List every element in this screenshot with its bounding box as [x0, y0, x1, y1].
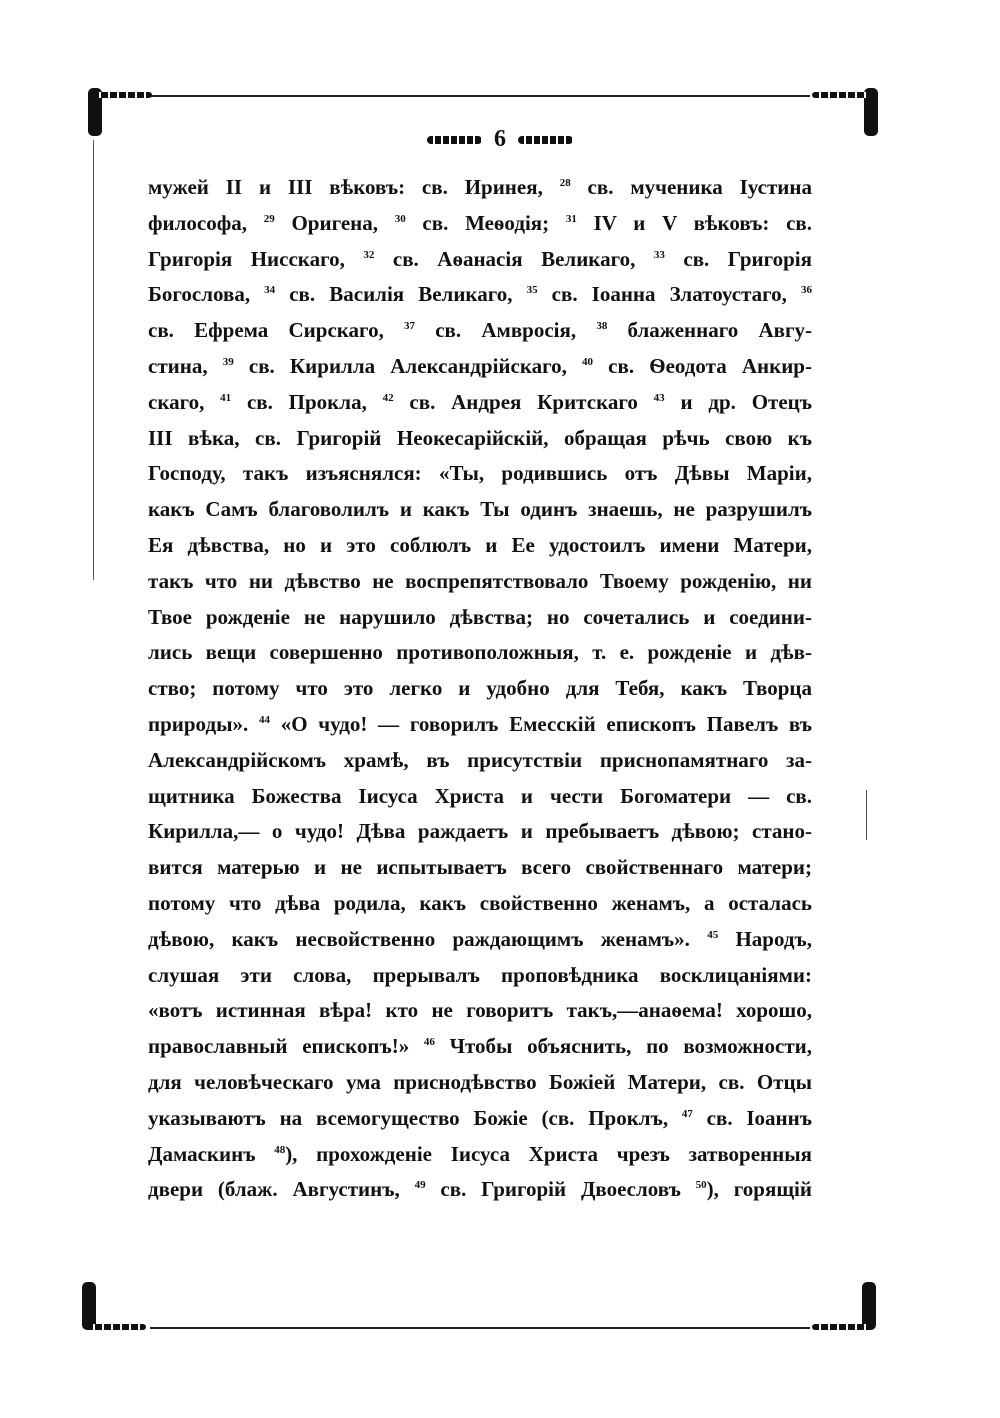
- corner-ornament-top-right-dash: [812, 92, 872, 98]
- text-segment: блаженнаго Авгу-: [607, 318, 812, 343]
- text-segment: св. Меѳодія;: [405, 210, 566, 235]
- header-ornament-left: [427, 136, 482, 144]
- footnote-ref: 40: [582, 355, 594, 368]
- text-segment: св. Ефрема Сирскаго,: [148, 318, 405, 343]
- text-segment: указываютъ на всемогущество Божіе (св. Проклъ,: [148, 1105, 682, 1130]
- text-segment: дѣвою, какъ несвойственно раждающимъ женамъ».: [148, 926, 708, 951]
- text-segment: IV и V вѣковъ: св.: [576, 210, 812, 235]
- text-line: [148, 1142, 812, 1178]
- footnote-ref: 41: [220, 391, 232, 404]
- frame-top-rule: [150, 95, 810, 97]
- text-line: [148, 354, 812, 390]
- text-line: [148, 533, 812, 569]
- footnote-ref: 37: [404, 320, 416, 333]
- text-segment: Ея дѣвства, но и это соблюлъ и Ее удостоилъ имени Матери,: [148, 532, 812, 557]
- text-segment: философа,: [148, 210, 264, 235]
- footnote-ref: 46: [423, 1036, 435, 1049]
- text-segment: св. Григорій Двоесловъ: [425, 1177, 696, 1202]
- text-line: [148, 390, 812, 426]
- text-line: [148, 605, 812, 641]
- text-line: [148, 855, 812, 891]
- text-segment: двери (блаж. Августинъ,: [148, 1177, 415, 1202]
- text-line: [148, 927, 812, 963]
- corner-ornament-bottom-left: [82, 1282, 96, 1330]
- text-segment: Богослова,: [148, 282, 265, 307]
- footnote-ref: 29: [263, 212, 275, 225]
- text-segment: св. Григорія: [664, 246, 812, 271]
- footnote-ref: 35: [526, 284, 538, 297]
- text-segment: православный епископъ!»: [148, 1034, 424, 1059]
- footnote-ref: 38: [596, 320, 608, 333]
- page-number: 6: [494, 126, 506, 152]
- text-segment: Григорія Нисскаго,: [148, 246, 364, 271]
- footnote-ref: 34: [264, 284, 276, 297]
- footnote-ref: 44: [258, 713, 270, 726]
- text-segment: слушая эти слова, прерывалъ проповѣдника восклицаніями:: [148, 962, 812, 987]
- text-segment: Твое рожденіе не нарушило дѣвства; но сочетались и соедини-: [148, 604, 812, 629]
- footnote-ref: 33: [653, 248, 665, 261]
- text-line: [148, 569, 812, 605]
- text-line: [148, 712, 812, 748]
- text-segment: св. мученика Іустина: [570, 175, 812, 199]
- text-line: [148, 784, 812, 820]
- body-text: [148, 175, 812, 1213]
- text-line: [148, 676, 812, 712]
- text-segment: скаго,: [148, 389, 221, 414]
- footnote-ref: 49: [414, 1179, 426, 1192]
- frame-left-rule: [93, 140, 94, 580]
- text-segment: такъ что ни дѣвство не воспрепятствовало Твоему рожденію, ни: [148, 568, 812, 593]
- text-segment: III вѣка, св. Григорій Неокесарійскій, обращая рѣчь свою къ: [148, 425, 812, 450]
- corner-ornament-bottom-right-dash: [812, 1324, 872, 1330]
- text-line: [148, 891, 812, 927]
- page-header: [0, 126, 1000, 153]
- text-segment: Кирилла,— о чудо! Дѣва раждаетъ и пребываетъ дѣвою; стано-: [148, 819, 812, 844]
- footnote-ref: 45: [707, 928, 719, 941]
- text-segment: Оригена,: [274, 210, 395, 235]
- text-line: [148, 318, 812, 354]
- text-segment: св. Кирилла Александрійскаго,: [233, 353, 583, 378]
- frame-right-rule: [866, 790, 867, 840]
- text-line: [148, 282, 812, 318]
- text-line: [148, 175, 812, 211]
- frame-bottom-rule: [150, 1327, 810, 1329]
- text-segment: и др. Отецъ: [664, 389, 813, 414]
- text-segment: Народъ,: [718, 926, 812, 951]
- text-segment: природы».: [148, 711, 259, 736]
- text-line: [148, 640, 812, 676]
- text-segment: Чтобы объяснить, по возможности,: [434, 1034, 813, 1059]
- footnote-ref: 31: [565, 212, 577, 225]
- text-segment: Дамаскинъ: [148, 1141, 275, 1166]
- text-segment: ), горящій: [706, 1177, 812, 1202]
- text-line: [148, 497, 812, 533]
- footnote-ref: 28: [559, 177, 571, 189]
- text-line: [148, 963, 812, 999]
- text-line: [148, 748, 812, 784]
- text-segment: «вотъ истинная вѣра! кто не говоритъ такъ,—анаѳема! хорошо,: [148, 998, 812, 1023]
- text-segment: св. Прокла,: [231, 389, 383, 414]
- footnote-ref: 47: [681, 1107, 693, 1120]
- text-segment: св. Аѳанасія Великаго,: [374, 246, 654, 271]
- footnote-ref: 36: [801, 284, 812, 297]
- text-segment: щитника Божества Іисуса Христа и чести Богоматери — св.: [148, 783, 812, 808]
- text-segment: св. Амвросія,: [415, 318, 597, 343]
- text-segment: стина,: [148, 353, 223, 378]
- text-line: [148, 247, 812, 283]
- text-segment: потому что дѣва родила, какъ свойственно женамъ, а осталась: [148, 890, 812, 915]
- text-segment: ство; потому что это легко и удобно для Тебя, какъ Творца: [148, 676, 812, 701]
- text-line: [148, 1070, 812, 1106]
- footnote-ref: 39: [222, 355, 234, 368]
- text-segment: Господу, такъ изъяснялся: «Ты, родившись отъ Дѣвы Маріи,: [148, 461, 812, 486]
- text-segment: Александрійскомъ храмѣ, въ присутствіи приснопамятнаго за-: [148, 747, 812, 772]
- text-line: [148, 426, 812, 462]
- text-segment: для человѣческаго ума приснодѣвство Божіей Матери, св. Отцы: [148, 1069, 812, 1094]
- text-segment: св. Андрея Критскаго: [393, 389, 654, 414]
- header-ornament-right: [518, 136, 573, 144]
- footnote-ref: 42: [382, 391, 394, 404]
- corner-ornament-bottom-left-dash: [86, 1324, 146, 1330]
- text-line: [148, 819, 812, 855]
- text-line: [148, 998, 812, 1034]
- text-line: [148, 1106, 812, 1142]
- corner-ornament-bottom-right: [862, 1282, 876, 1330]
- text-segment: лись вещи совершенно противоположныя, т. е. рожденіе и дѣв-: [148, 640, 812, 665]
- text-segment: св. Василія Великаго,: [275, 282, 527, 307]
- text-line: [148, 1177, 812, 1213]
- text-line: [148, 211, 812, 247]
- text-segment: какъ Самъ благоволилъ и какъ Ты одинъ знаешь, не разрушилъ: [148, 497, 812, 522]
- text-line: [148, 1034, 812, 1070]
- corner-ornament-top-left-dash: [92, 92, 152, 98]
- text-segment: ), прохожденіе Іисуса Христа чрезъ затворенныя: [285, 1141, 812, 1166]
- footnote-ref: 30: [394, 212, 406, 225]
- footnote-ref: 50: [695, 1179, 707, 1192]
- text-segment: «О чудо! — говорилъ Емесскій епископъ Павелъ въ: [269, 711, 812, 736]
- text-segment: св. Іоаннъ: [692, 1105, 813, 1130]
- text-segment: вится матерью и не испытываетъ всего свойственнаго матери;: [148, 855, 812, 880]
- text-segment: св. Іоанна Златоустаго,: [537, 282, 801, 307]
- footnote-ref: 32: [363, 248, 375, 261]
- footnote-ref: 48: [274, 1143, 286, 1156]
- footnote-ref: 43: [653, 391, 665, 404]
- text-segment: св. Ѳеодота Анкир-: [593, 353, 812, 378]
- text-line: [148, 461, 812, 497]
- text-segment: мужей II и III вѣковъ: св. Иринея,: [148, 175, 560, 199]
